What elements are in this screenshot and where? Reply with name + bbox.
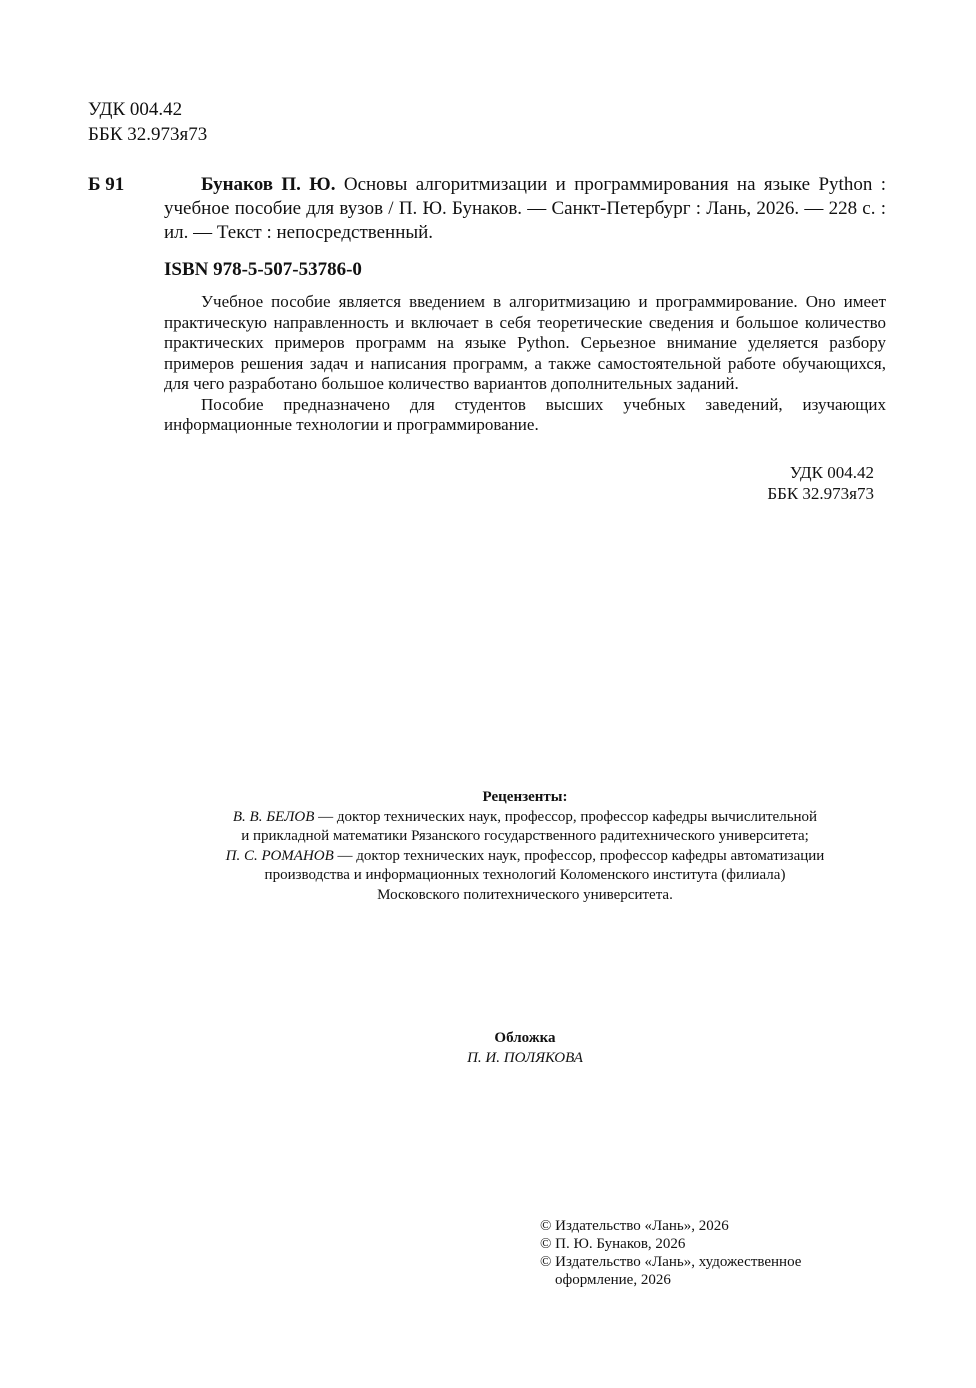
copyright-line: © Издательство «Лань», художественное оформление, 2026 (540, 1254, 802, 1288)
cover-heading: Обложка (494, 1030, 556, 1046)
copyright-line: © П. Ю. Бунаков, 2026 (540, 1236, 686, 1252)
udk-header (88, 97, 207, 147)
copyright-block (540, 1217, 870, 1289)
bibliographic-author: Бунаков П. Ю. (201, 174, 336, 195)
reviewer-1-line-2: и прикладной математики Рязанского государственного радитехнического университета; (241, 828, 809, 844)
reviewers-block (100, 788, 950, 905)
reviewer-1-name: В. В. БЕЛОВ (232, 808, 315, 825)
reviewers-heading: Рецензенты: (482, 789, 568, 805)
cover-designer: П. И. ПОЛЯКОВА (467, 1049, 583, 1066)
bibliographic-record (164, 173, 886, 245)
reviewer-1 (100, 808, 950, 847)
udk-footer (740, 462, 874, 504)
udk-code-bottom: УДК 004.42 (789, 463, 874, 482)
bibliographic-description: Основы алгоритмизации и программирования на языке Python : учебное пособие для вузов / П. Ю. Бунаков. — Санкт-Петербург : Лань, 2026. — 228 с. : ил. — Текст : непосредственный. (164, 174, 886, 243)
annotation-paragraph-2: Пособие предназначено для студентов высших учебных заведений, изучающих информационные технологии и программирование. (164, 394, 886, 434)
reviewer-1-line-1: — доктор технических наук, профессор, профессор кафедры вычислительной (314, 808, 818, 825)
annotation (164, 292, 886, 436)
reviewer-2 (100, 847, 950, 906)
annotation-paragraph-1: Учебное пособие является введением в алгоритмизацию и программирование. Оно имеет практическую направленность и включает в себя теоретические сведения и большое количество практических примеров программ на языке Python. Серьезное внимание уделяется разбору примеров решения задач и написания программ, а также самостоятельной работе обучающихся, для чего разработано большое количество вариантов дополнительных заданий. (164, 292, 886, 393)
reviewer-2-line-3: Московского политехнического университета. (377, 886, 673, 903)
author-mark: Б 91 (88, 174, 125, 195)
isbn: ISBN 978-5-507-53786-0 (164, 259, 362, 280)
reviewer-2-name: П. С. РОМАНОВ (225, 847, 334, 864)
reviewer-2-line-1: — доктор технических наук, профессор, профессор кафедры автоматизации (333, 847, 825, 864)
reviewer-2-line-2: производства и информационных технологий Коломенского института (филиала) (264, 867, 786, 883)
cover-credit (100, 1029, 950, 1068)
copyright-line: © Издательство «Лань», 2026 (540, 1218, 729, 1234)
udk-code-top: УДК 004.42 (88, 99, 183, 120)
bbk-code-bottom: ББК 32.973я73 (767, 484, 874, 503)
bbk-code-top: ББК 32.973я73 (88, 124, 208, 145)
